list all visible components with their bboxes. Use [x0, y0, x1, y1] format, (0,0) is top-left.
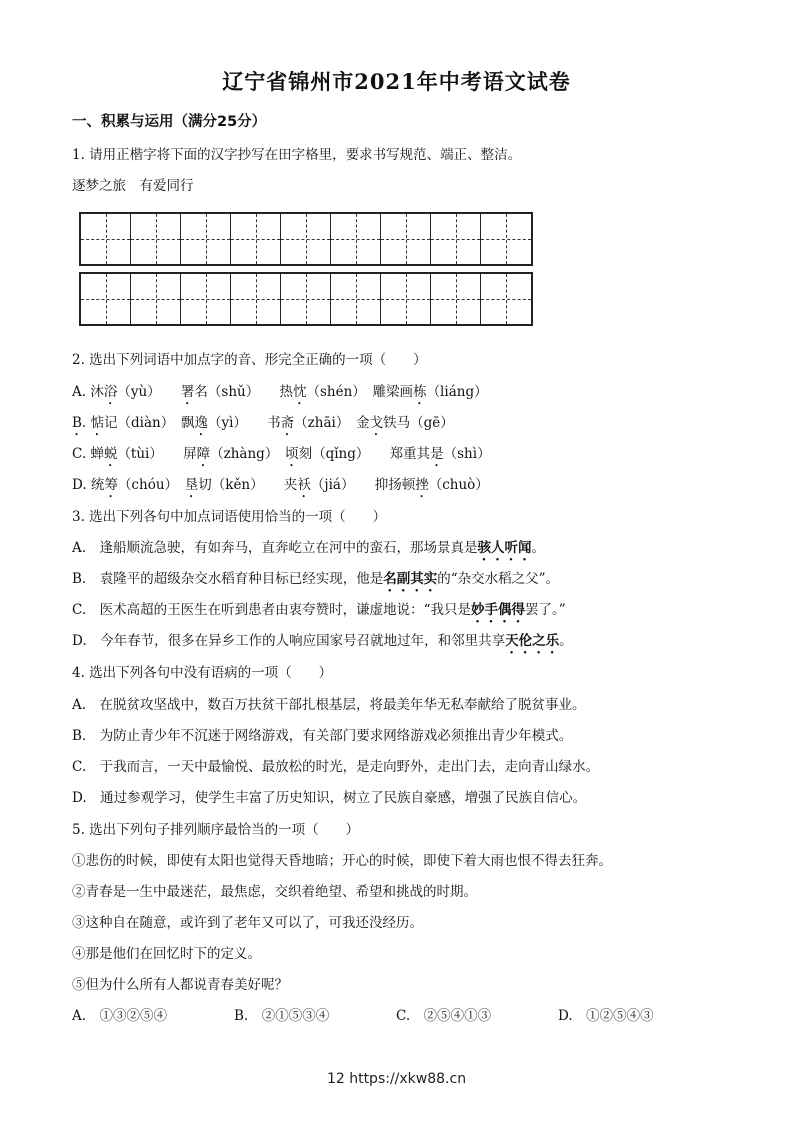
writing-grid-cell[interactable] — [81, 214, 131, 264]
emphasized-text: 天伦之乐 — [505, 633, 560, 649]
q2-stem: 2. 选出下列词语中加点字的音、形完全正确的一项（ ） — [72, 352, 427, 368]
text-segment: 记（diàn） — [104, 415, 168, 431]
emphasized-text: 斋 — [280, 415, 295, 431]
text-segment — [257, 477, 284, 493]
emphasized-text: 骇人听闻 — [477, 540, 532, 556]
text-segment: 飘 — [180, 415, 195, 431]
emphasized-text: 障 — [196, 446, 211, 462]
emphasized-text: 栋 — [413, 384, 427, 400]
emphasized-text: 是 — [430, 446, 444, 462]
writing-grid-row-2[interactable] — [79, 272, 533, 326]
emphasized-text: 妙手偶得 — [471, 602, 526, 618]
text-segment: （yù） — [117, 384, 154, 400]
q5-stem: 5. 选出下列句子排列顺序最恰当的一项（ ） — [72, 822, 360, 838]
text-segment — [359, 384, 373, 400]
text-segment: 屏 — [183, 446, 197, 462]
emphasized-text: B. 惦 — [72, 415, 105, 431]
text-segment: 郑重其 — [389, 446, 431, 462]
writing-grid-cell[interactable] — [381, 214, 431, 264]
text-segment — [363, 446, 390, 462]
emphasized-text: 忱 — [293, 384, 307, 400]
emphasized-text: 筹 — [104, 477, 118, 493]
text-segment — [167, 415, 181, 431]
q3-option-d — [72, 629, 573, 657]
writing-grid-cell[interactable] — [331, 274, 381, 324]
writing-grid-cell[interactable] — [181, 274, 231, 324]
text-segment — [348, 477, 375, 493]
q4-option-a: A. 在脱贫攻坚战中，数百万扶贫干部扎根基层，将最美年华无私奉献给了脱贫事业。 — [72, 697, 586, 713]
text-segment: 书 — [267, 415, 281, 431]
emphasized-text: 戈 — [369, 415, 384, 431]
text-segment: D. 统 — [72, 477, 105, 493]
writing-grid-cell[interactable] — [231, 274, 281, 324]
text-segment: 罢了。” — [525, 602, 566, 618]
text-segment: （zhàng） — [210, 446, 272, 462]
writing-grid-cell[interactable] — [431, 214, 481, 264]
q5-choice-a: A. ①③②⑤④ — [72, 1008, 168, 1024]
text-segment: B. 袁隆平的超级杂交水稻育种目标已经实现，他是 — [72, 571, 384, 587]
text-segment: 名（shǔ） — [194, 384, 253, 400]
page-footer: 12 https://xkw88.cn — [326, 1071, 467, 1087]
q5-sentence-5: ⑤但为什么所有人都说青春美好呢？ — [72, 977, 288, 993]
text-segment: 刻（qǐng） — [298, 446, 363, 462]
q3-option-b — [72, 567, 559, 595]
writing-grid-cell[interactable] — [381, 274, 431, 324]
emphasized-text: 顷 — [285, 446, 299, 462]
text-segment — [343, 415, 357, 431]
emphasized-text: 名副其实 — [383, 571, 438, 587]
text-segment: C. 医术高超的王医生在听到患者由衷夸赞时，谦虚地说：“我只是 — [72, 602, 472, 618]
section-heading: 一、积累与运用（满分25分） — [72, 114, 267, 130]
writing-grid-cell[interactable] — [231, 214, 281, 264]
emphasized-text: 逸 — [194, 415, 208, 431]
text-segment: （shì） — [443, 446, 491, 462]
q3-option-c — [72, 598, 566, 626]
emphasized-text: 蜕 — [103, 446, 118, 462]
text-segment: 的“杂交水稻之父”。 — [437, 571, 560, 587]
q5-choice-c: C. ②⑤④①③ — [396, 1008, 492, 1024]
q5-choice-b: B. ②①⑤③④ — [234, 1008, 330, 1024]
writing-grid-cell[interactable] — [181, 214, 231, 264]
q1-stem: 1. 请用正楷字将下面的汉字抄写在田字格里，要求书写规范、端正、整洁。 — [72, 147, 522, 163]
q4-option-d: D. 通过参观学习，使学生丰富了历史知识，树立了民族自豪感，增强了民族自信心。 — [72, 790, 587, 806]
q2-option-c — [72, 442, 491, 470]
emphasized-text: 挫 — [415, 477, 429, 493]
writing-grid-row-1[interactable] — [79, 212, 533, 266]
text-segment — [154, 384, 181, 400]
text-segment: 金 — [356, 415, 370, 431]
q3-stem: 3. 选出下列各句中加点词语使用恰当的一项（ ） — [72, 509, 387, 525]
emphasized-text: 垦 — [184, 477, 199, 493]
writing-grid-cell[interactable] — [281, 214, 331, 264]
q5-choice-d: D. ①②⑤④③ — [558, 1008, 654, 1024]
text-segment: 。 — [531, 540, 546, 556]
text-segment: （chuò） — [428, 477, 489, 493]
q2-option-b — [72, 411, 454, 439]
writing-grid-cell[interactable] — [131, 274, 181, 324]
text-segment: 铁马（gē） — [383, 415, 454, 431]
text-segment: A. 沐 — [72, 384, 104, 400]
text-segment — [240, 415, 267, 431]
q5-sentence-3: ③这种自在随意，或许到了老年又可以了，可我还没经历。 — [72, 915, 423, 931]
writing-grid-cell[interactable] — [281, 274, 331, 324]
text-segment: 。 — [559, 633, 573, 649]
text-segment — [253, 384, 280, 400]
writing-grid-cell[interactable] — [481, 274, 531, 324]
q5-sentence-2: ②青春是一生中最迷茫，最焦虑，交织着绝望、希望和挑战的时期。 — [72, 884, 477, 900]
text-segment: 切（kěn） — [198, 477, 257, 493]
q2-option-d — [72, 473, 489, 501]
q3-option-a — [72, 536, 545, 564]
text-segment — [272, 446, 286, 462]
text-segment: （tùi） — [117, 446, 157, 462]
text-segment: （yì） — [207, 415, 241, 431]
text-segment — [156, 446, 183, 462]
text-segment: （chóu） — [117, 477, 172, 493]
text-segment: （liáng） — [426, 384, 488, 400]
text-segment: C. 蝉 — [72, 446, 104, 462]
page-title: 辽宁省锦州市2021年中考语文试卷 — [222, 69, 571, 94]
text-segment: 抑扬顿 — [374, 477, 416, 493]
q4-stem: 4. 选出下列各句中没有语病的一项（ ） — [72, 665, 333, 681]
text-segment: （shén） — [306, 384, 360, 400]
q1-phrase: 逐梦之旅 有爱同行 — [72, 178, 194, 194]
text-segment — [171, 477, 185, 493]
q5-sentence-4: ④那是他们在回忆时下的定义。 — [72, 946, 261, 962]
emphasized-text: 浴 — [103, 384, 118, 400]
emphasized-text: 袄 — [297, 477, 311, 493]
text-segment: 夹 — [283, 477, 298, 493]
writing-grid-cell[interactable] — [131, 214, 181, 264]
q5-sentence-1: ①悲伤的时候，即使有太阳也觉得天昏地暗；开心的时候，即使下着大雨也恨不得去狂奔。 — [72, 853, 612, 869]
text-segment: D. 今年春节，很多在异乡工作的人响应国家号召就地过年，和邻里共享 — [72, 633, 506, 649]
text-segment: （jiá） — [310, 477, 348, 493]
text-segment: A. 逢船顺流急驶，有如奔马，直奔屹立在河中的蛮石，那场景真是 — [72, 540, 478, 556]
writing-grid-cell[interactable] — [331, 214, 381, 264]
q4-option-c: C. 于我而言，一天中最愉悦、最放松的时光，是走向野外，走出门去，走向青山绿水。 — [72, 759, 600, 775]
writing-grid-cell[interactable] — [431, 274, 481, 324]
writing-grid-cell[interactable] — [81, 274, 131, 324]
emphasized-text: 署 — [180, 384, 195, 400]
writing-grid-cell[interactable] — [481, 214, 531, 264]
text-segment: 雕梁画 — [372, 384, 414, 400]
q4-option-b: B. 为防止青少年不沉迷于网络游戏，有关部门要求网络游戏必须推出青少年模式。 — [72, 728, 573, 744]
text-segment: 热 — [279, 384, 293, 400]
text-segment: （zhāi） — [294, 415, 343, 431]
q2-option-a — [72, 380, 488, 408]
